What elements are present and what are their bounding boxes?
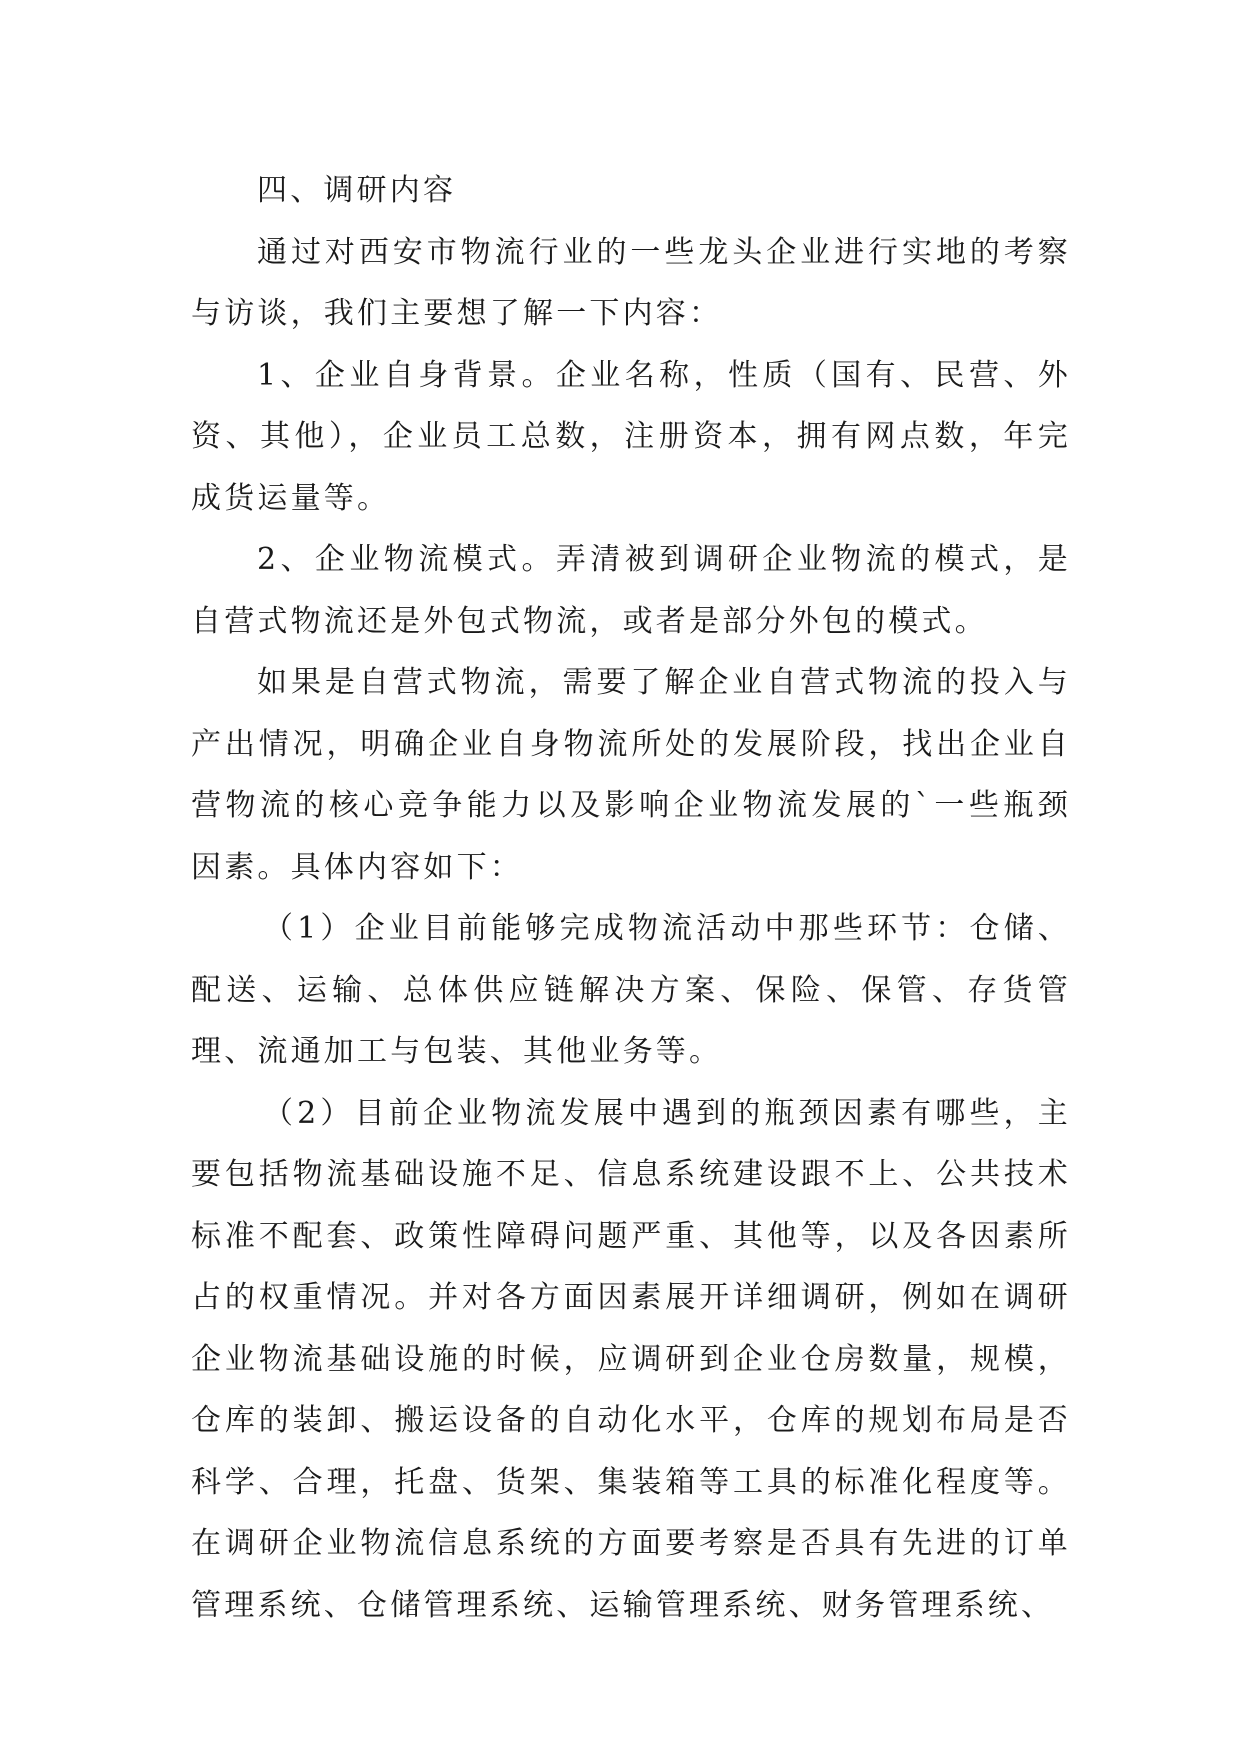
section-heading: 四、调研内容 <box>257 173 457 208</box>
paragraph-sub-1: （1）企业目前能够完成物流活动中那些环节：仓储、配送、运输、总体供应链解决方案、保险、保管、存货管理、流通加工与包装、其他业务等。 <box>191 911 1071 1069</box>
paragraph-self-operated: 如果是自营式物流，需要了解企业自营式物流的投入与产出情况，明确企业自身物流所处的发展阶段，找出企业自营物流的核心竞争能力以及影响企业物流发展的`一些瓶颈因素。具体内容如下： <box>191 665 1071 885</box>
paragraph-item-1: 1、企业自身背景。企业名称，性质（国有、民营、外资、其他），企业员工总数，注册资本，拥有网点数，年完成货运量等。 <box>191 357 1071 516</box>
paragraph-item-2: 2、企业物流模式。弄清被到调研企业物流的模式，是自营式物流还是外包式物流，或者是部分外包的模式。 <box>191 542 1071 639</box>
paragraph-sub-2: （2）目前企业物流发展中遇到的瓶颈因素有哪些，主要包括物流基础设施不足、信息系统建设跟不上、公共技术标准不配套、政策性障碍问题严重、其他等，以及各因素所占的权重情况。并对各方面因素展开详细调研，例如在调研企业物流基础设施的时候，应调研到企业仓房数量，规模，仓库的装卸、搬运设备的自动化水平，仓库的规划布局是否科学、合理，托盘、货架、集装箱等工具的标准化程度等。在调研企业物流信息系统的方面要考察是否具有先进的订单管理系统、仓储管理系统、运输管理系统、财务管理系统、 <box>191 1095 1071 1623</box>
document-body <box>191 160 1071 1636</box>
paragraph-intro: 通过对西安市物流行业的一些龙头企业进行实地的考察与访谈，我们主要想了解一下内容： <box>191 234 1071 331</box>
